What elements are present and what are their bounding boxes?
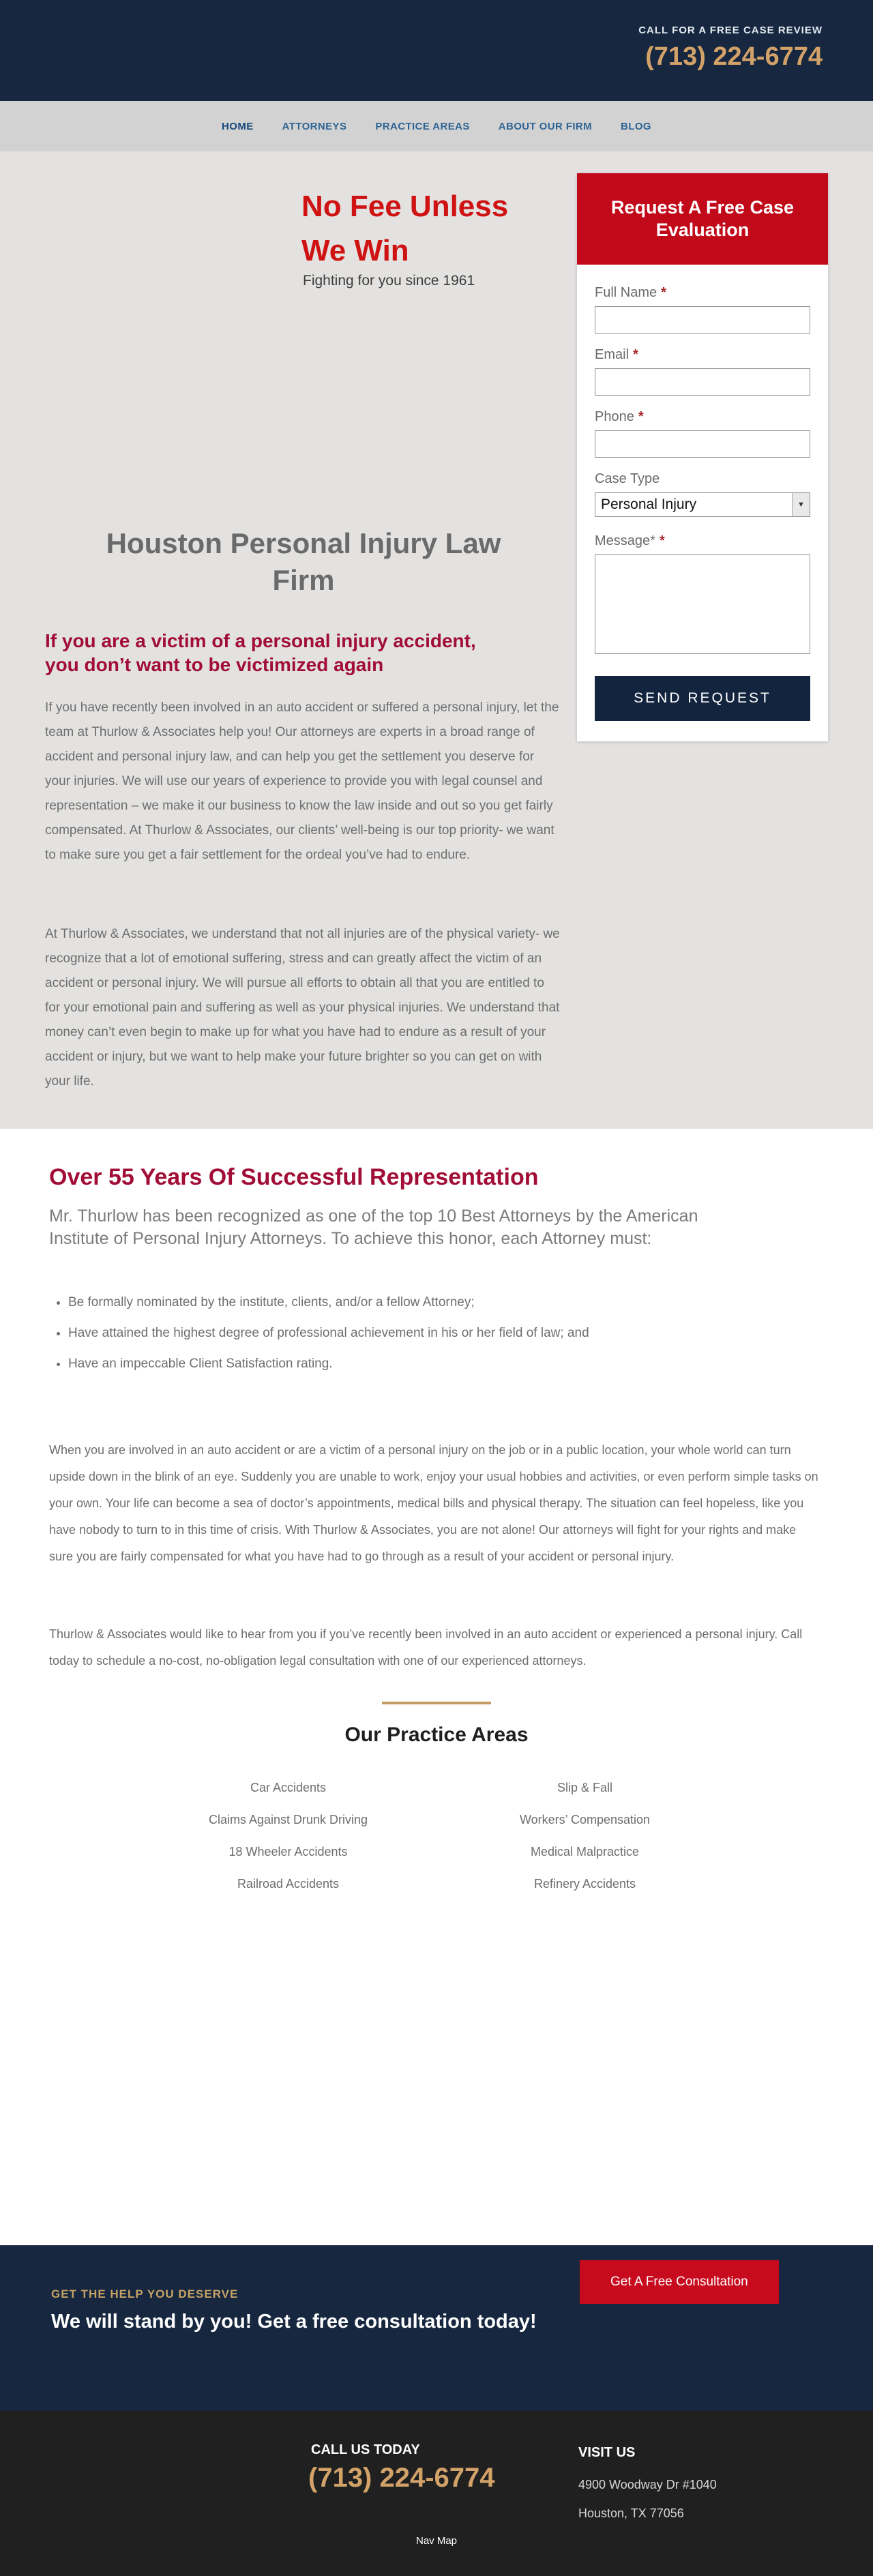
hero-title: No Fee Unless We Win xyxy=(301,190,509,267)
list-item: • Be formally nominated by the institute, clients, and/or a fellow Attorney; xyxy=(68,1292,607,1312)
hero-tagline: Fighting for you since 1961 xyxy=(303,273,475,288)
cta-eyebrow: GET THE HELP YOU DESERVE xyxy=(51,2288,239,2300)
practice-link-railroad[interactable]: Railroad Accidents xyxy=(237,1877,340,1891)
phone-field[interactable] xyxy=(595,430,810,458)
hero-paragraph-1: If you have recently been involved in an auto accident or suffered a personal injury, let the team at Thurlow & Associates help you! Our attorneys are experts in a broad range of accident and personal injury law, and can help you get the settlement you deserve for your injuries. We will use our years of experience to provide you with legal counsel and representation – we make it our business to know the law inside and out so you get fairly compensated. At Thurlow & Associates, our clients’ well-being is our top priority- we want to make sure you get a fair settlement for the ordeal you’ve had to endure. xyxy=(45,700,559,862)
representation-section xyxy=(0,1129,873,2245)
free-consultation-button[interactable]: Get A Free Consultation xyxy=(580,2260,779,2304)
call-review-label: CALL FOR A FREE CASE REVIEW xyxy=(638,25,823,36)
body-paragraph-2: Thurlow & Associates would like to hear from you if you’ve recently been involved in an auto accident or experienced a personal injury. Call today to schedule a no-cost, no-obligation legal consultation with one of our experienced attorneys. xyxy=(49,1627,803,1668)
list-item: • Have attained the highest degree of professional achievement in his or her field of law; and xyxy=(68,1323,607,1343)
practice-link-drunk-driving[interactable]: Claims Against Drunk Driving xyxy=(208,1813,368,1826)
message-field[interactable] xyxy=(595,554,810,654)
page-title: Houston Personal Injury Law Firm xyxy=(106,527,501,596)
footer-address-line2: Houston, TX 77056 xyxy=(578,2506,684,2520)
case-evaluation-form xyxy=(577,173,828,741)
list-item: • Have an impeccable Client Satisfaction rating. xyxy=(68,1354,607,1374)
case-type-select[interactable] xyxy=(595,492,810,517)
practice-areas-list xyxy=(140,1781,733,1891)
cta-band xyxy=(0,2245,873,2411)
hero-paragraph-2: At Thurlow & Associates, we understand that not all injuries are of the physical variety- we recognize that a lot of emotional suffering, stress and can greatly affect the victim of an accident or personal injury. We will pursue all efforts to obtain all that you are entitled to for your emotional pain and suffering as well as your physical injuries. We understand that money can’t even begin to make up for what you have had to endure as a result of your accident or injury, but we want to help make your future brighter so you can get on with your life. xyxy=(45,927,560,1089)
attorney-criteria-list xyxy=(68,1292,607,1385)
top-bar xyxy=(0,0,873,101)
cta-headline: We will stand by you! Get a free consultation today! xyxy=(51,2311,537,2333)
case-type-label: Case Type xyxy=(595,471,660,486)
hero-subheading: If you are a victim of a personal injury accident, you don’t want to be victimized again xyxy=(45,630,476,675)
email-label: Email * xyxy=(595,347,638,362)
footer-address-line1: 4900 Woodway Dr #1040 xyxy=(578,2478,717,2491)
section-intro: Mr. Thurlow has been recognized as one of the top 10 Best Attorneys by the American Institute of Personal Injury Attorneys. To achieve this honor, each Attorney must: xyxy=(49,1206,698,1248)
footer-call-label: CALL US TODAY xyxy=(311,2442,420,2457)
practice-link-car-accidents[interactable]: Car Accidents xyxy=(250,1781,327,1794)
full-name-field[interactable] xyxy=(595,306,810,334)
section-divider xyxy=(382,1702,491,1704)
form-body xyxy=(577,265,828,741)
message-label: Message* * xyxy=(595,533,665,548)
phone-label: Phone * xyxy=(595,409,644,424)
form-header xyxy=(577,173,828,265)
required-asterisk: * xyxy=(633,347,638,362)
body-paragraph-1: When you are involved in an auto accident or are a victim of a personal injury on the job or in a public location, your whole world can turn upside down in the blink of an eye. Suddenly you are unable to work, enjoy your usual hobbies and activities, or even perform simple tasks on your own. Your life can become a sea of doctor’s appointments, medical bills and physical therapy. The situation can feel hopeless, like you have nobody to turn to in this time of crisis. With Thurlow & Associates, you are not alone! Our attorneys will fight for your rights and make sure you are fairly compensated for what you have had to go through as a result of your accident or personal injury. xyxy=(49,1443,818,1563)
nav-item-practice-areas[interactable]: PRACTICE AREAS xyxy=(375,120,470,132)
nav-map-link[interactable]: Nav Map xyxy=(415,2535,458,2547)
footer-phone-link[interactable]: (713) 224-6774 xyxy=(308,2463,495,2493)
main-nav xyxy=(0,101,873,151)
nav-item-blog[interactable]: BLOG xyxy=(621,120,651,132)
required-asterisk: * xyxy=(661,285,666,300)
required-asterisk: * xyxy=(638,409,644,424)
section-heading: Over 55 Years Of Successful Representation xyxy=(49,1164,539,1190)
case-type-selected-value: Personal Injury xyxy=(601,497,697,512)
hero-section xyxy=(0,151,873,1129)
chevron-down-icon: ▼ xyxy=(792,493,810,516)
full-name-label: Full Name * xyxy=(595,285,666,300)
practice-areas-heading: Our Practice Areas xyxy=(344,1723,529,1746)
header-phone-link[interactable]: (713) 224-6774 xyxy=(645,42,823,71)
practice-link-refinery[interactable]: Refinery Accidents xyxy=(533,1877,636,1891)
practice-link-18-wheeler[interactable]: 18 Wheeler Accidents xyxy=(228,1845,348,1859)
nav-item-attorneys[interactable]: ATTORNEYS xyxy=(282,120,347,132)
nav-item-about-our-firm[interactable]: ABOUT OUR FIRM xyxy=(498,120,593,132)
footer-visit-label: VISIT US xyxy=(578,2445,636,2460)
practice-link-slip-fall[interactable]: Slip & Fall xyxy=(557,1781,613,1794)
email-field[interactable] xyxy=(595,368,810,396)
send-request-button[interactable]: SEND REQUEST xyxy=(595,676,810,721)
practice-link-workers-comp[interactable]: Workers’ Compensation xyxy=(519,1813,651,1826)
required-asterisk: * xyxy=(659,533,665,548)
practice-link-medical-malpractice[interactable]: Medical Malpractice xyxy=(530,1845,640,1859)
footer xyxy=(0,2411,873,2576)
nav-item-home[interactable]: HOME xyxy=(222,120,254,132)
form-title: Request A Free Case Evaluation xyxy=(610,197,795,240)
